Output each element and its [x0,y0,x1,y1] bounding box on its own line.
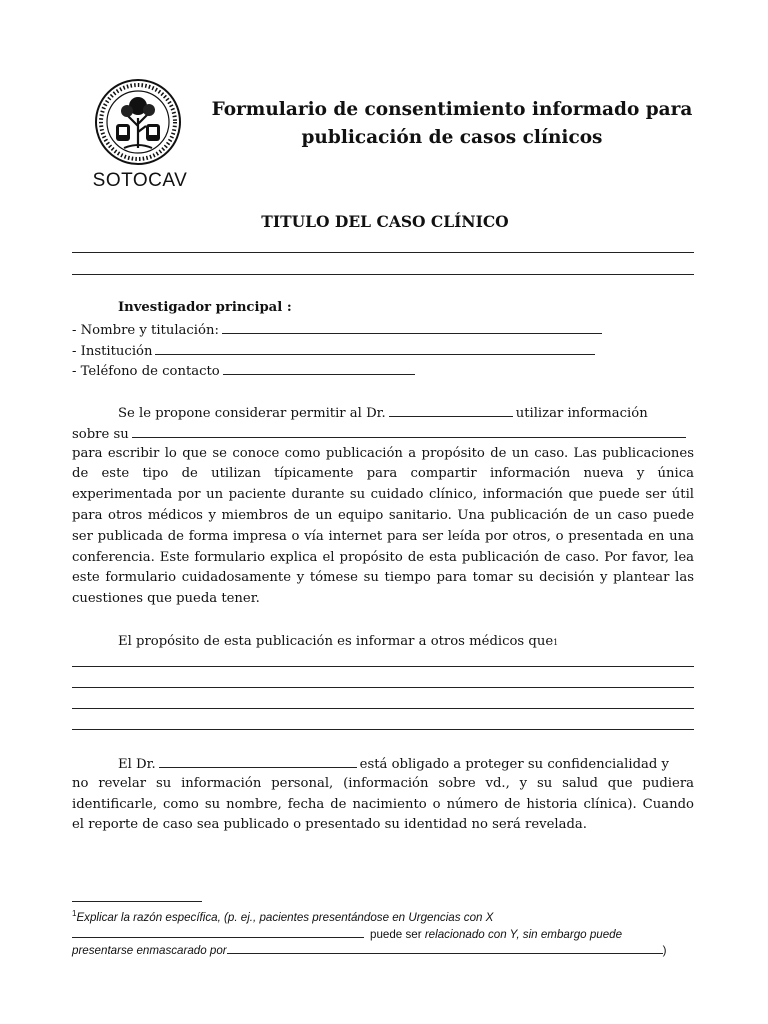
proposal-line1-before: Se le propone considerar permitir al Dr. [118,406,386,421]
footnote-separator [72,901,202,902]
footnote-condition-field[interactable] [72,926,364,938]
footnote-mark: 1 [72,909,77,919]
footnote-line-1 [72,910,694,926]
proposal-text-line: este formulario cuidadosamente y tómese su tiempo para tomar su decisión y plantear las [72,570,694,586]
purpose-section [72,632,694,653]
confidentiality-line1-before: El Dr. [118,757,156,772]
phone-label: - Teléfono de contacto [72,364,220,380]
purpose-line: El propósito de esta publicación es informar a otros médicos que 1 [72,632,694,653]
purpose-line-3[interactable] [72,708,694,709]
footnote-text-3-start: presentarse enmascarado por [72,944,227,957]
proposal-body [72,444,694,610]
investigator-heading: Investigador principal : [118,300,292,315]
institution-field[interactable] [155,340,595,355]
footnote-line-2 [72,926,694,942]
name-row [72,319,694,340]
footnote [72,910,694,958]
proposal-line2-before: sobre su [72,426,129,442]
proposal-text-line: ser publicada de forma impresa o vía internet para ser leída por otros, o presentada en una [72,528,694,544]
footnote-text-2-mid: puede ser [370,928,422,941]
proposal-line-1 [72,402,694,423]
proposal-text-line: cuestiones que pueda tener. [72,591,260,607]
case-title-line-2[interactable] [72,274,694,275]
confidentiality-text-line: el reporte de caso sea publicado o presentado su identidad no será revelada. [72,817,587,833]
proposal-text-line: experimentada por un paciente durante su cuidado clínico, información que puede ser útil [72,487,694,503]
confidentiality-line1-after: está obligado a proteger su confidencialidad y [359,757,669,772]
proposal-text-line: conferencia. Este formulario explica el propósito de esta publicación de caso. Por favor, lea [72,549,694,565]
form-title [200,96,704,152]
institution-row [72,340,694,361]
sotocav-logo [90,78,190,192]
phone-field[interactable] [223,360,415,375]
information-about-field[interactable] [132,423,686,438]
footnote-masked-by-field[interactable] [227,942,663,954]
doctor-name-field[interactable] [389,402,513,417]
name-label: - Nombre y titulación: [72,322,219,338]
proposal-text-line: para escribir lo que se conoce como publicación a propósito de un caso. Las publicaciones [72,445,694,461]
phone-row [72,360,694,381]
footnote-text-2-end: relacionado con Y, sin embargo puede [424,928,623,941]
purpose-line-1[interactable] [72,666,694,667]
purpose-line-4[interactable] [72,729,694,730]
society-seal-icon [94,78,182,166]
footnote-text-3-end: ) [662,944,667,957]
footnote-line-3 [72,942,694,958]
name-field[interactable] [222,319,602,334]
proposal-line-2 [72,423,694,444]
confidentiality-text-line: no revelar su información personal, (información sobre vd., y su salud que pudiera [72,775,694,791]
case-title-heading: TITULO DEL CASO CLÍNICO [261,212,509,231]
responsible-doctor-field[interactable] [159,753,357,768]
purpose-line-2[interactable] [72,687,694,688]
proposal-paragraph [72,402,694,610]
form-title-line1: Formulario de consentimiento informado para [211,99,693,120]
investigator-section [72,298,694,381]
purpose-text: El propósito de esta publicación es informar a otros médicos que [118,634,554,649]
confidentiality-line-1 [72,753,694,774]
proposal-line1-after: utilizar información [515,406,648,421]
proposal-text-line: para otros médicos y miembros de un equipo sanitario. Una publicación de un caso puede [72,507,694,523]
confidentiality-paragraph [72,753,694,836]
form-title-line2: publicación de casos clínicos [301,127,603,148]
confidentiality-body [72,774,694,836]
confidentiality-text-line: identificarle, como su nombre, fecha de nacimiento o número de historia clínica). Cuando [72,796,694,812]
logo-text: SOTOCAV [92,170,188,191]
footnote-text-1: Explicar la razón específica, (p. ej., pacientes presentándose en Urgencias con X [76,911,494,924]
institution-label: - Institución [72,343,153,359]
case-title-line-1[interactable] [72,252,694,253]
proposal-text-line: de este tipo de utilizan típicamente para compartir información nueva y única [72,466,694,482]
